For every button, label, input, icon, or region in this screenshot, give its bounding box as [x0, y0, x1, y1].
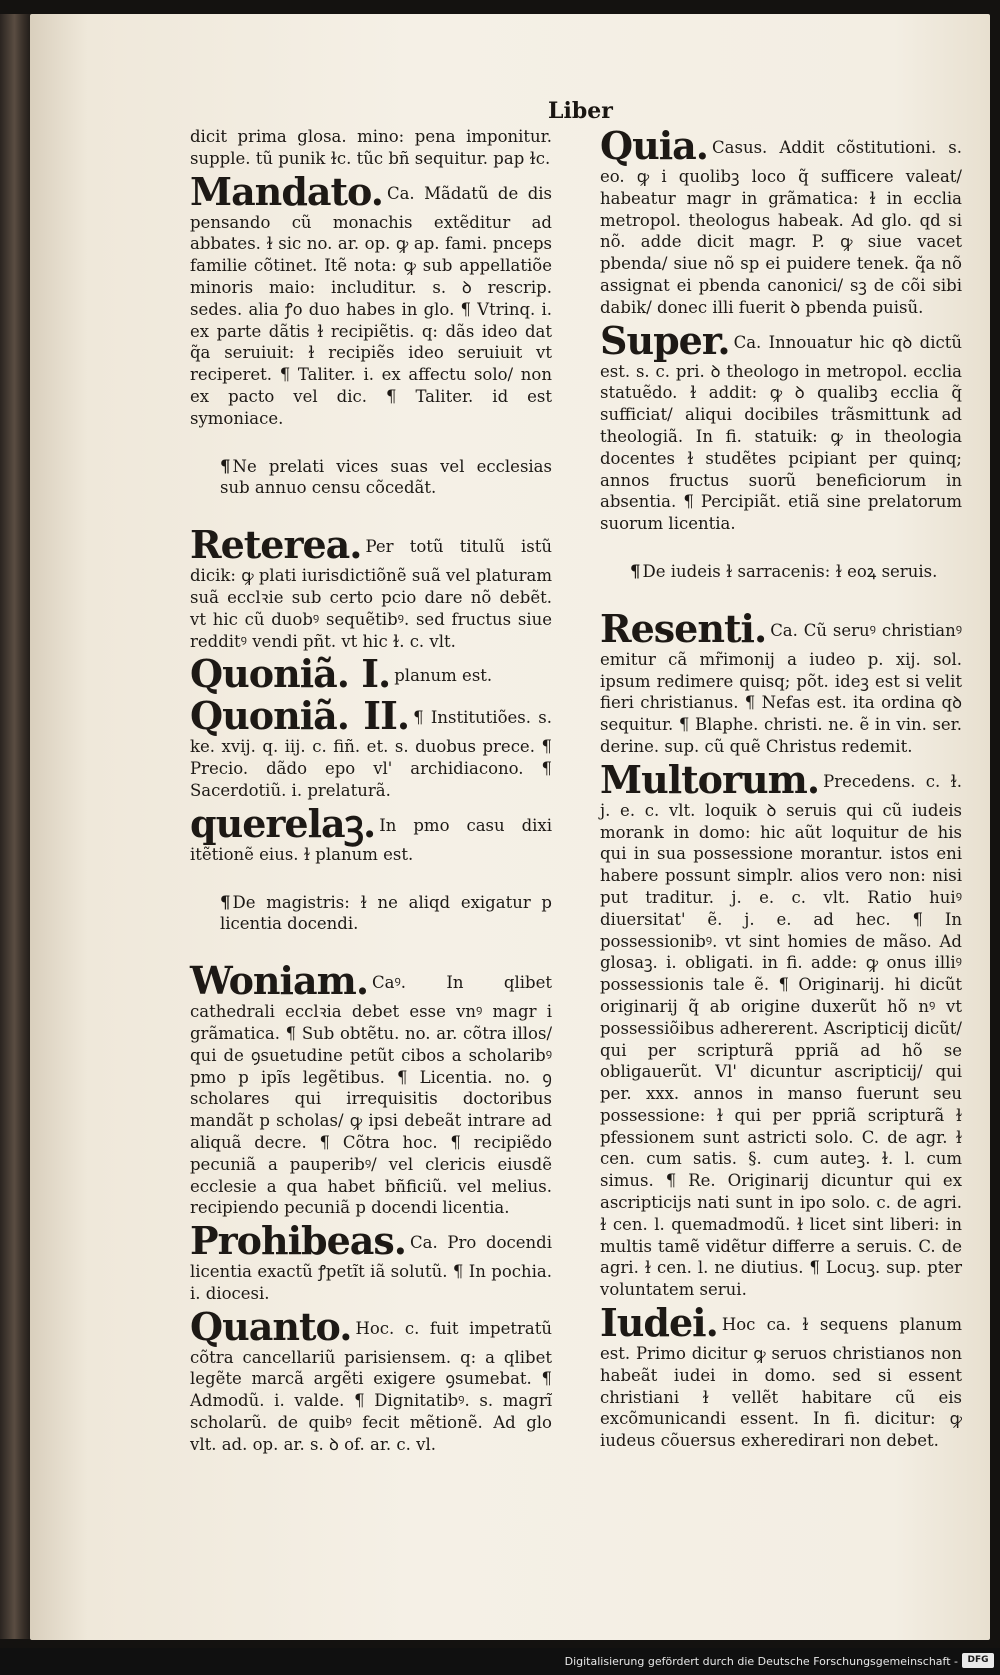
book-binding — [0, 14, 32, 1639]
entry-heading: Prohibeas. — [190, 1218, 406, 1264]
gloss-entry — [600, 756, 962, 1301]
entry-text: Precedens. c. ɫ. j. e. c. vlt. loquik ꝺ seruis qui cũ iudeis morank in domo: hic aũt loquitur de his qui in sua possessione morantur. istos eni habere possunt simplr. alios vero non: nisi put traditur. j. e. c. vlt. Ratio huiꝰ diuersitat' ẽ. j. e. ad hec. ¶ In possessionibꝰ. vt sint homies de mãso. Ad glosaꝫ. i. obligati. in fi. adde: ꝙ onus illiꝰ possessionis tale ẽ. ¶ Originarij. hi dicũt originarij q̃ ab origine duxerũt hõ nꝰ vt possessiõibus adhererent. Ascripticij dicũt/ qui per scripturã ppriã ad hõ se obligauerũt. Vl' dicuntur ascripticij/ qui per. xxx. annos in manso fuerunt seu possessione: ɫ qui per ppriã scripturã ɫ pfessionem sunt astricti solo. C. de agr. ɫ cen. cum satis. §. cum auteꝫ. ɫ. l. cum simus. ¶ Re. Originarij dicuntur qui ex ascripticijs nati sunt in ipo solo. c. de agri. ɫ cen. l. quemadmodũ. ɫ licet sint liberi: in multis tamẽ vidẽtur differre a seruis. C. de agri. ɫ cen. l. ne diutius. ¶ Locuꝫ. sup. pter voluntatem serui. — [600, 771, 962, 1300]
gloss-entry — [190, 693, 553, 801]
gloss-entry — [600, 123, 962, 319]
rubric-text: De magistris: ɫ ne aliqd exigatur p licentia docendi. — [220, 892, 552, 934]
rubric-text: Ne prelati vices suas vel ecclesias sub annuo censu cõcedãt. — [220, 456, 552, 498]
rubric-heading — [630, 561, 962, 583]
gloss-entry — [190, 522, 552, 652]
entry-text: ¶ Institutiões. s. ke. xvij. q. iij. c. fiñ. et. s. duobus prece. ¶ Precio. dãdo epo vl' archidiacono. ¶ Sacerdotiũ. i. prelaturã. — [190, 708, 553, 800]
pilcrow-icon: ¶ — [220, 892, 231, 912]
entry-text: Caꝰ. In qlibet cathedrali ecclꝛia debet esse vnꝰ magr i grãmatica. ¶ Sub obtẽtu. no. ar. cõtra illos/ qui de ꝯsuetudine petũt cibos a scholaribꝰ pmo p ipĩs legẽtibus. ¶ Licentia. no. ꝯ scholares qui irrequisitis doctoribus mandãt p scholas/ ꝙ ipsi debeãt intrare ad aliquã decre. ¶ Cõtra hoc. ¶ recipiẽdo pecuniã a pauperibꝰ/ vel clericis eiusdẽ ecclesie a qua habet bñficiũ. vel melius. recipiendo pecuniã p docendi licentia. — [190, 973, 552, 1218]
gloss-entry — [190, 1303, 552, 1456]
entry-text: Casus. Addit cõstitutioni. s. eo. ꝙ i quolibꝫ loco q̃ sufficere valeat/ habeatur magr in grãmatica: ɫ in ecclia metropol. theologus habeak. Ad glo. qd si nõ. adde dicit magr. P. ꝙ siue vacet pbenda/ siue nõ sp ei puidere tenek. q̃a nõ assignat ei pbenda canonici/ sꝫ de cõi sibi dabik/ donec illi fuerit ꝺ pbenda puisũ. — [600, 138, 962, 317]
entry-heading: Woniam. — [190, 958, 369, 1004]
entry-heading: Iudei. — [600, 1300, 718, 1346]
right-column — [600, 123, 962, 1454]
entry-text: Ca. Innouatur hic qꝺ dictũ est. s. c. pri. ꝺ theologo in metropol. ecclia statuẽdo. ɫ addit: ꝙ ꝺ qualibꝫ ecclia q̃ sufficiat/ aliqui docibiles trãsmittunk ad theologiã. In fi. statuik: ꝙ in theologia docentes ɫ studẽtes pcipiant per quinq; annos fructus suorũ beneficiorum in absentia. ¶ Percipiãt. etiã sine prelatorum suorum licentia. — [600, 332, 962, 534]
entry-text: Ca. Pro docendi licentia exactũ ꝭpetĩt iã solutũ. ¶ In pochia. i. diocesi. — [190, 1233, 552, 1303]
gloss-entry — [190, 958, 552, 1219]
entry-text: planum est. — [394, 666, 493, 686]
rubric-heading — [220, 892, 552, 936]
entry-text: In pmo casu dixi itẽtionẽ eius. ɫ planum est. — [190, 815, 552, 864]
entry-heading: Quanto. — [190, 1303, 352, 1349]
pilcrow-icon: ¶ — [630, 561, 641, 581]
entry-heading: Resenti. — [600, 605, 767, 651]
entry-heading: Multorum. — [600, 756, 820, 802]
running-header: Liber — [548, 98, 613, 124]
gloss-entry — [600, 1300, 962, 1452]
gloss-entry — [600, 605, 962, 758]
gloss-text — [190, 126, 552, 170]
entry-heading: querelaꝫ. — [190, 800, 376, 846]
entry-heading: Quoniã. I. — [190, 651, 391, 697]
gloss-entry — [190, 168, 552, 430]
entry-heading: Mandato. — [190, 168, 383, 214]
entry-heading: Quoniã. II. — [190, 693, 410, 739]
rubric-heading — [220, 456, 552, 500]
gloss-entry — [190, 1218, 552, 1305]
pilcrow-icon: ¶ — [220, 456, 231, 476]
dfg-logo: DFG — [962, 1653, 994, 1668]
entry-text: dicit prima glosa. mino: pena imponitur. supple. tũ punik ɫc. tũc bñ sequitur. pap ɫc. — [190, 127, 552, 168]
entry-text: Ca. Cũ seruꝰ christianꝰ emitur cã mr̃imonij a iudeo p. xij. sol. ipsum redimere quisq; põt. ideꝫ est si velit fieri christianus. ¶ Nefas est. ita ordina qꝺ sequitur. ¶ Blaphe. christi. ne. ẽ in vin. ser. derine. sup. cũ quẽ Christus redemit. — [600, 620, 962, 756]
gloss-entry — [600, 317, 962, 535]
entry-text: Ca. Mãdatũ de dis pensando cũ monachis extẽditur ad abbates. ɫ sic no. ar. op. ꝙ ap. fami. pnceps familie cõtinet. Itẽ nota: ꝙ sub appellatiõe minoris maio: includitur. s. ꝺ rescrip. sedes. alia ꝭo duo habes in glo. ¶ Vtrinq. i. ex parte dãtis ɫ recipiẽtis. q: dãs ideo dat q̃a seruiuit: ɫ recipiẽs ideo seruiuit vt reciperet. ¶ Taliter. i. ex affectu solo/ non ex pacto vel dic. ¶ Taliter. id est symoniace. — [190, 183, 552, 428]
footer-credit: Digitalisierung gefördert durch die Deutsche Forschungsgemeinschaft - — [564, 1655, 958, 1668]
entry-heading: Quia. — [600, 123, 709, 168]
left-column — [190, 126, 552, 1458]
entry-heading: Reterea. — [190, 522, 362, 568]
entry-heading: Super. — [600, 317, 730, 363]
entry-text: Hoc ca. ɫ sequens planum est. Primo dicitur ꝙ seruos christianos non habeãt iudei in domo. sed si essent christiani ɫ vellẽt habitare cũ eis excõmunicandi essent. In fi. dicitur: ꝙ iudeus cõuersus exheredirari non debet. — [600, 1315, 962, 1451]
entry-text: Hoc. c. fuit impetratũ cõtra cancellariũ parisiensem. q: a qlibet legẽte marcã argẽti exigere ꝯsumebat. ¶ Admodũ. i. valde. ¶ Dignitatibꝰ. s. magrĩ scholarũ. de quibꝰ fecit mẽtionẽ. Ad glo vlt. ad. op. ar. s. ꝺ of. ar. c. vl. — [190, 1318, 552, 1454]
gloss-entry — [190, 651, 552, 697]
gloss-entry — [190, 800, 552, 866]
rubric-text: De iudeis ɫ sarracenis: ɫ eoꝝ seruis. — [642, 561, 938, 581]
entry-text: Per totũ titulũ istũ dicik: ꝙ plati iurisdictiõnẽ suã vel platuram suã ecclꝛie sub certo pcio dare nõ debẽt. vt hic cũ duobꝰ sequẽtibꝰ. sed fructus siue redditꝰ vendi pñt. vt hic ɫ. c. vlt. — [190, 537, 552, 651]
